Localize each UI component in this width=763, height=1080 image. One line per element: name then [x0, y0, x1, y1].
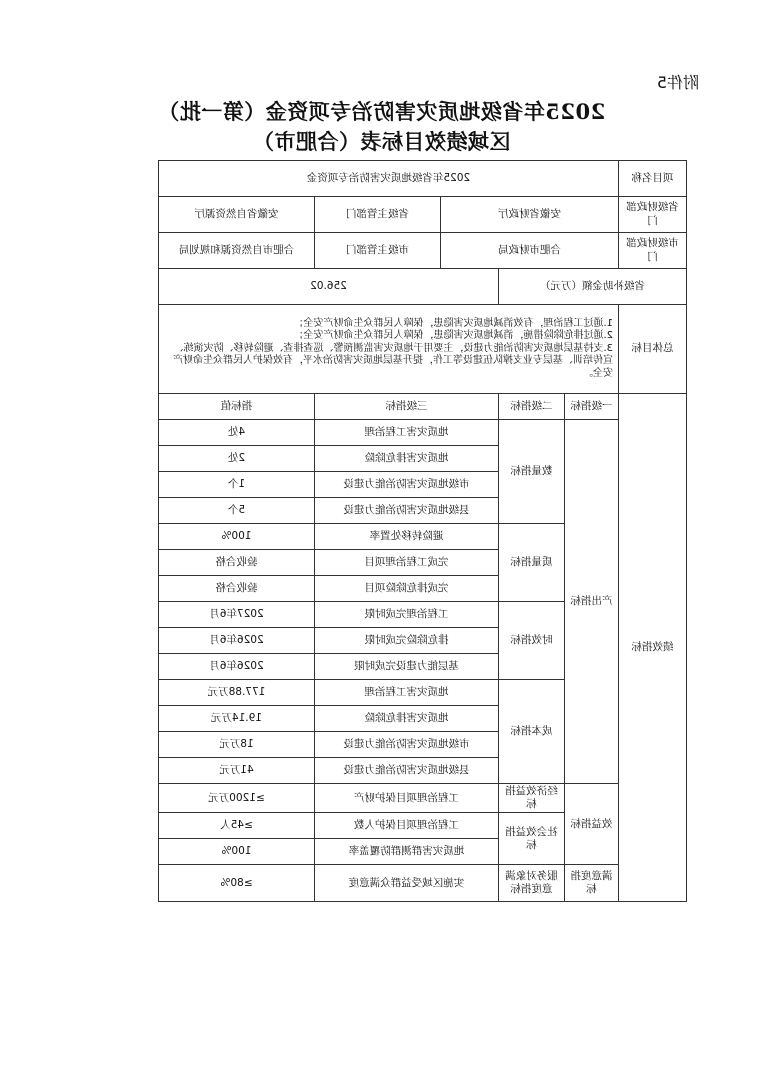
indicator-value: 41万元	[159, 758, 315, 784]
prov-finance-value: 安徽省财政厅	[441, 197, 619, 233]
indicator-name: 县级地质灾害防治能力建设	[315, 498, 499, 524]
indicator-value: 2027年6月	[159, 602, 315, 628]
indicator-name: 地质灾害工程治理	[315, 680, 499, 706]
indicator-value: 177.88万元	[159, 680, 315, 706]
indicator-name: 地质灾害工程治理	[315, 420, 499, 446]
indicator-name: 县级地质灾害防治能力建设	[315, 758, 499, 784]
indicator-name: 排危除险完成时限	[315, 628, 499, 654]
prov-dept-value: 安徽省自然资源厅	[159, 197, 315, 233]
table-row	[159, 865, 687, 902]
indicator-value: ≥80%	[159, 865, 315, 902]
row-subsidy	[159, 269, 687, 305]
indicator-value: 1个	[159, 472, 315, 498]
timeliness-indicator-cell: 时效指标	[499, 602, 565, 680]
goal-text	[159, 305, 619, 394]
row-provincial-departments	[159, 197, 687, 233]
city-dept-label: 市级主管部门	[315, 233, 441, 269]
satisfaction-indicator-cell: 满意度指标	[565, 865, 619, 902]
col-header-level1: 一级指标	[565, 394, 619, 420]
output-indicator-cell: 产出指标	[565, 420, 619, 784]
benefit-indicator-cell: 效益指标	[565, 784, 619, 865]
city-dept-value: 合肥市自然资源和规划局	[159, 233, 315, 269]
indicator-name: 完成工程治理项目	[315, 550, 499, 576]
indicator-value: 验收合格	[159, 576, 315, 602]
indicator-name: 基层能力建设完成时限	[315, 654, 499, 680]
title-line-2: 区域绩效目标表（合肥市）	[252, 129, 511, 154]
goal-line-1: 1.通过工程治理，有效消减地质灾害隐患，保障人民群众生命财产安全；	[293, 317, 613, 329]
subsidy-value: 256.02	[159, 269, 499, 305]
indicator-name: 市级地质灾害防治能力建设	[315, 472, 499, 498]
goal-line-2: 2.通过排危除险措施，消减地质灾害隐患，保障人民群众生命财产安全；	[293, 330, 613, 342]
table-row	[159, 784, 687, 813]
indicator-value: 18万元	[159, 732, 315, 758]
indicator-name: 工程治理项目保护财产	[315, 784, 499, 813]
goal-line-3: 3.支持基层地质灾害防治能力建设，主要用于地质灾害监测预警、巡查排查、避险转移、防灾演练、宣传培训、基层专业支撑队伍建设等工作，提升基层地质灾害防治水平，有效保护人民群众生命财产安全。	[173, 342, 613, 379]
project-name-label: 项目名称	[619, 161, 687, 197]
indicator-value: 100%	[159, 839, 315, 865]
row-project-name	[159, 161, 687, 197]
service-satisfaction-cell: 服务对象满意度指标	[499, 865, 565, 902]
indicator-value: 4处	[159, 420, 315, 446]
performance-target-table	[158, 160, 687, 902]
indicator-name: 地质灾害排危除险	[315, 706, 499, 732]
indicator-value: 2处	[159, 446, 315, 472]
prov-dept-label: 省级主管部门	[315, 197, 441, 233]
indicator-value: 验收合格	[159, 550, 315, 576]
indicator-name: 工程治理项目保护人数	[315, 813, 499, 839]
goal-label: 总体目标	[619, 305, 687, 394]
indicator-value: 2026年6月	[159, 628, 315, 654]
indicator-value: 2026年6月	[159, 654, 315, 680]
city-finance-value: 合肥市财政局	[441, 233, 619, 269]
quality-indicator-cell: 质量指标	[499, 524, 565, 602]
indicator-name: 市级地质灾害防治能力建设	[315, 732, 499, 758]
prov-finance-label: 省级财政部门	[619, 197, 687, 233]
indicator-value: ≥45人	[159, 813, 315, 839]
col-header-level2: 二级指标	[499, 394, 565, 420]
row-column-headers	[159, 394, 687, 420]
project-name-value: 2025年省级地质灾害防治专项资金	[159, 161, 619, 197]
indicator-name: 地质灾害排危除险	[315, 446, 499, 472]
economic-indicator-cell: 经济效益指标	[499, 784, 565, 813]
table-row	[159, 420, 687, 446]
cost-indicator-cell: 成本指标	[499, 680, 565, 784]
attachment-label: 附件5	[656, 73, 699, 92]
row-overall-goal	[159, 305, 687, 394]
indicator-value: 19.14万元	[159, 706, 315, 732]
col-header-level3: 三级指标	[315, 394, 499, 420]
row-city-departments	[159, 233, 687, 269]
indicator-name: 完成排危除险项目	[315, 576, 499, 602]
quantity-indicator-cell: 数量指标	[499, 420, 565, 524]
indicator-value: 5个	[159, 498, 315, 524]
col-header-value: 指标值	[159, 394, 315, 420]
title-line-1: 2025年省级地质灾害防治专项资金（第一批）	[157, 99, 606, 124]
indicator-name: 地质灾害群测群防覆盖率	[315, 839, 499, 865]
indicator-value: 100%	[159, 524, 315, 550]
indicator-name: 实施区域受益群众满意度	[315, 865, 499, 902]
performance-indicator-cell: 绩效指标	[619, 394, 687, 902]
indicator-name: 避险转移处置率	[315, 524, 499, 550]
social-indicator-cell: 社会效益指标	[499, 813, 565, 865]
subsidy-label: 省级补助金额（万元）	[499, 269, 687, 305]
indicator-name: 工程治理完成时限	[315, 602, 499, 628]
indicator-value: ≥1200万元	[159, 784, 315, 813]
city-finance-label: 市级财政部门	[619, 233, 687, 269]
